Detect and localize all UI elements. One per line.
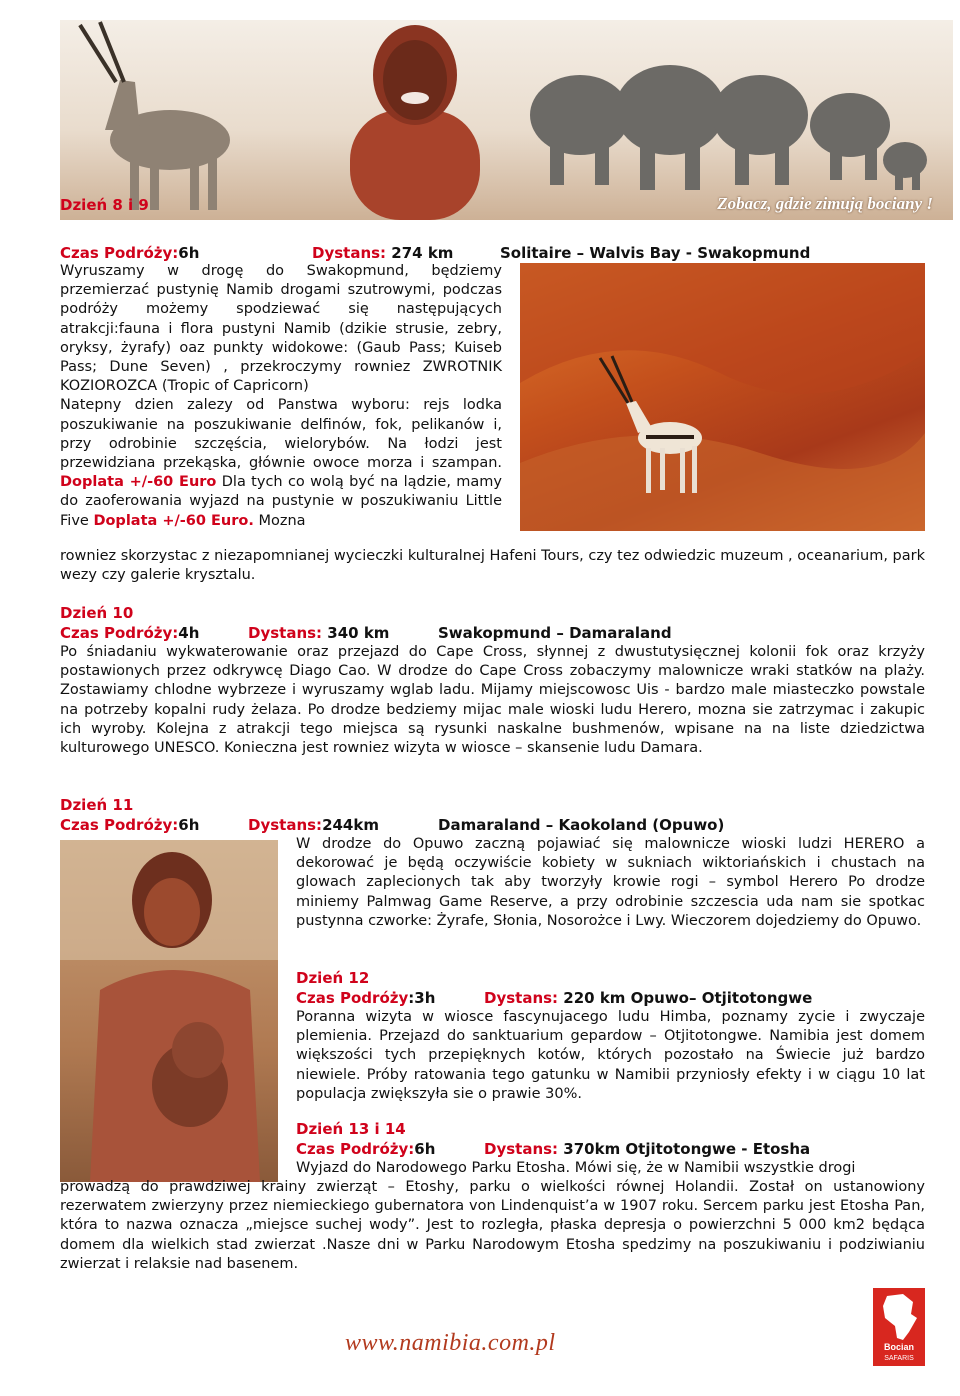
footer-website-link[interactable]: www.namibia.com.pl: [345, 1330, 556, 1356]
day13-description: prowadzą do prawdziwej krainy zwierząt – Etoshy, parku o wielkości równej Holandii. Został on ustanowiony rezerwatem zwierzyny przez niemieckiego gubernatora von Lindenquist’a w 1907 roku. Sercem parku jest Etosha Pan, która to nazwa oznacza „miejsce suchej wody”. Jest to rozległa, płaska depresja o powierzchni 5 000 km2 będąca domem dla wielkich stad zwierzat .Nasze dni w Parku Narodowym Etosha spedzimy na poszukiwaniu i podziwianiu zwierzat i relaksie nad basenem.: [60, 1179, 925, 1272]
time-label: Czas Podróży: [296, 989, 409, 1007]
time-value: 6h: [178, 244, 200, 262]
distance-label: Dystans:: [312, 244, 387, 262]
distance-value: 274 km: [391, 244, 454, 262]
day11-meta: [60, 816, 840, 835]
svg-text:SAFARIS: SAFARIS: [884, 1355, 914, 1362]
day11-description: W drodze do Opuwo zaczną pojawiać się malownicze wioski ludzi HERERO a dekorować je będą oczywiście kobiety w sukniach wiktoriańskich i chustach na glowach zaplecionych tak aby tworzyły krowie rogi – symbol Herero Po drodze miniemy Palmwag Game Reserve, a przy odrobinie szczescia uda nam sie spotkac pustynna czworke: Żyrafe, Słonia, Nosorożce i Lwy. Wieczorem dojedziemy do Opuwo.: [296, 836, 925, 929]
day8-meta: [60, 244, 840, 263]
day13-meta: [296, 1140, 926, 1159]
day13-title: Dzień 13 i 14: [296, 1120, 406, 1138]
distance-value: 220 km Opuwo– Otjitotongwe: [563, 989, 813, 1007]
day12-meta: [296, 989, 926, 1008]
banner-tagline: Zobacz, gdzie zimują bociany !: [717, 194, 933, 213]
time-value: :3h: [408, 989, 436, 1007]
time-label: Czas Podróży:: [296, 1140, 415, 1158]
banner-illustration: [60, 20, 953, 220]
header-banner: [60, 20, 953, 220]
day8-description: Wyruszamy w drogę do Swakopmund, będziemy przemierzać pustynię Namib drogami szutrowymi, podczas podróży możemy spodziewać się następujących atrakcji:fauna i flora pustyni Namib (dzikie strusie, zebry, oryksy, żyrafy) oaz punkty widokowe: (Gaub Pass; Kuiseb Pass; Dune Seven) , przekroczymy rowniez ZWROTNIK KOZIOROZCA (Tropic of Capricorn) Natepny dzien zalezy od Panstwa wyboru: rejs lodka poszukiwanie na poszukiwanie delfinów, fok, pelikanów i, przy odrobinie szczęścia, wielorybów. Na łodzi jest przewidziana przekąska, głównie owoce morza i szampan. Doplata +/-60 Euro Dla tych co wolą być na lądzie, mamy do zaoferowania wyjazd na pustynie w poszukiwaniu Little Five Doplata +/-60 Euro. Mozna: [60, 263, 502, 529]
day10-description: Po śniadaniu wykwaterowanie oraz przejazd do Cape Cross, słynnej z dwustutysięcznej kolonii fok oraz krzyży postawionych przez odkrywcę Diago Cao. W drodze do Cape Cross zobaczymy malownicze wraki statków na plaży. Zostawiamy chlodne wybrzeze i wyruszamy wglab ladu. Mijamy miejscowosc Uis - bardzo male miasteczko powstale na potrzeby kopalni rudy żelaza. Po drodze bedziemy mijac male wioski ludu Herero, mozna sie zatrzymac i zakupic ich wyroby. Kolejna z atrakcji tego miejsca są rysunki naskalne bushmenów, wpisane na na liste dziedzictwa kulturowego UNESCO. Konieczna jest rowniez wizyta w wiosce – skansenie ludu Damara.: [60, 644, 925, 757]
time-value: 6h: [414, 1140, 436, 1158]
distance-label: Dystans:: [484, 1140, 559, 1158]
distance-value: 340 km: [327, 624, 390, 642]
time-value: 4h: [178, 624, 200, 642]
distance-value: 244km: [322, 816, 379, 834]
day10-meta: [60, 624, 840, 643]
time-label: Czas Podróży:: [60, 816, 179, 834]
svg-text:Bocian: Bocian: [883, 1342, 915, 1352]
himba-woman-figure: [350, 25, 480, 220]
distance-label: Dystans:: [484, 989, 559, 1007]
time-value: 6h: [178, 816, 200, 834]
oryx-figure: [80, 22, 230, 210]
oryx-desert-photo: [520, 263, 925, 531]
distance-label: Dystans:: [248, 816, 323, 834]
himba-mother-photo: [60, 840, 278, 1182]
day10-title: Dzień 10: [60, 604, 134, 622]
day8-title: Dzień 8 i 9: [60, 196, 149, 214]
route: Solitaire – Walvis Bay - Swakopmund: [500, 244, 811, 262]
route: Damaraland – Kaokoland (Opuwo): [438, 816, 725, 834]
time-label: Czas Podróży:: [60, 624, 179, 642]
distance-label: Dystans:: [248, 624, 323, 642]
elephant-herd: [530, 65, 927, 190]
bocian-safaris-logo: [873, 1288, 925, 1366]
day13-first-line: Wyjazd do Narodowego Parku Etosha. Mówi się, że w Namibii wszystkie drogi: [296, 1160, 856, 1176]
extra-fee-1: Doplata +/-60 Euro: [60, 474, 217, 491]
extra-fee-2: Doplata +/-60 Euro.: [93, 512, 254, 529]
day8-description-cont: rowniez skorzystac z niezapomnianej wycieczki kulturalnej Hafeni Tours, czy tez odwiedzic muzeum , oceanarium, park wezy czy galerie krysztalu.: [60, 548, 925, 584]
time-label: Czas Podróży:: [60, 244, 179, 262]
day12-title: Dzień 12: [296, 969, 370, 987]
africa-icon: [873, 1288, 925, 1366]
day11-title: Dzień 11: [60, 796, 134, 814]
distance-value: 370km Otjitotongwe - Etosha: [563, 1140, 811, 1158]
route: Swakopmund – Damaraland: [438, 624, 672, 642]
day12-description: Poranna wizyta w wiosce fascynujacego ludu Himba, poznamy zycie i zwyczaje plemienia. Przejazd do sanktuarium gepardow – Otjitotongwe. Namibia jest domem większości tych przepięknych kotów, których pozostało na Świecie już bardzo niewiele. Próby ratowania tego gatunku w Namibii przyniosły efekty i w ciągu 10 lat populacja zwiększyła sie o prawie 30%.: [296, 1009, 925, 1102]
